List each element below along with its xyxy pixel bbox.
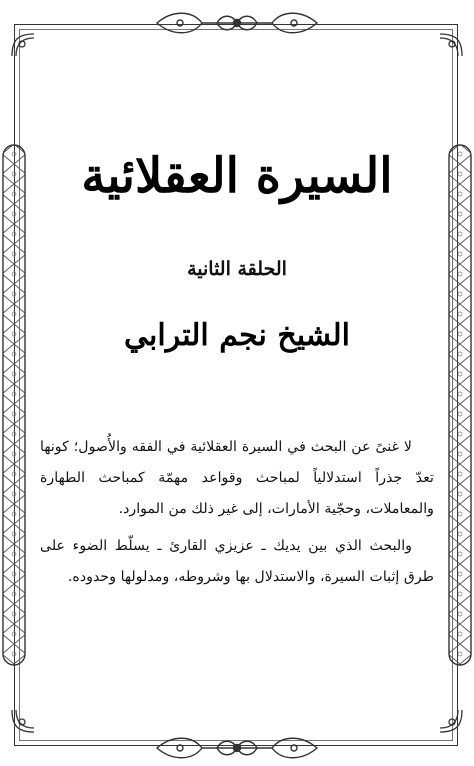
corner-flourish-icon [436, 706, 466, 736]
paragraph: والبحث الذي بين يديك ـ عزيزي القارئ ـ يسلّط الضوء على طرق إثبات السيرة، والاستدلال بها وشروطه، ومدلولها وحدوده. [40, 538, 434, 585]
abstract-text [40, 432, 434, 599]
corner-flourish-icon [8, 30, 38, 60]
author-name: الشيخ نجم الترابي [124, 318, 350, 353]
page-subtitle: الحلقة الثانية [187, 258, 287, 280]
lattice-column-icon [2, 144, 26, 666]
page-frame-inner [19, 29, 453, 741]
corner-flourish-icon [436, 30, 466, 60]
corner-flourish-icon [8, 706, 38, 736]
floral-divider-icon [147, 8, 327, 38]
page-title: السيرة العقلائية [81, 148, 393, 204]
lattice-column-icon [448, 144, 472, 666]
floral-divider-icon [147, 733, 327, 763]
paragraph: لا غنىً عن البحث في السيرة العقلائية في الفقه والأُصول؛ كونها تعدّ جذراً استدلالياً لمباحث وقواعد مهمّة كمباحث الطهارة والمعاملات، وحجّية الأمارات، إلى غير ذلك من الموارد. [40, 439, 434, 517]
